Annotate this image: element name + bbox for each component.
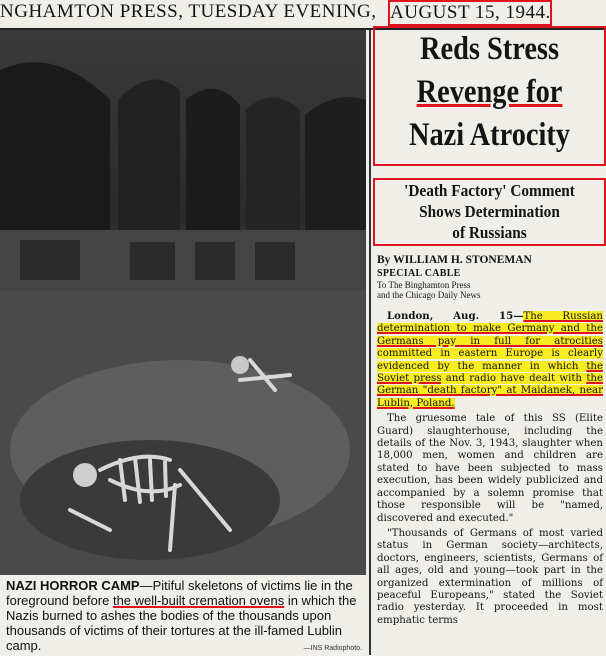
byline-source-1: To The Binghamton Press (377, 280, 471, 290)
byline-author: By WILLIAM H. STONEMAN (377, 254, 532, 266)
photo-caption (6, 578, 362, 654)
headline (373, 26, 606, 166)
caption-kicker: NAZI HORROR CAMP (6, 578, 140, 593)
photo-illustration (0, 30, 366, 575)
article-highlight-2: the Soviet press (377, 360, 603, 385)
subhead-line-3: of Russians (452, 223, 527, 242)
article-highlight-3: the German "death factory" at Maidanek, near Lublin, Poland. (377, 373, 603, 409)
byline (377, 254, 603, 300)
headline-line-2: Revenge for (416, 74, 563, 110)
article-text-2: and radio have dealt with (441, 373, 587, 385)
article-highlight-1: The Russian determination to make Germany and the Germans pay in full for atrocities (377, 311, 603, 347)
article-paragraph-2: The gruesome tale of this SS (Elite Guard) slaughterhouse, including the details of the Nov. 3, 1943, slaughter when 18,000 men, women and children are stated to have been subjected to mass execution, has been widely publicized and accompanied by a solemn promise that those responsible will be "named, discovered and executed." (377, 413, 603, 524)
subhead-line-1: 'Death Factory' Comment (404, 181, 575, 200)
byline-source-2: and the Chicago Daily News (377, 290, 481, 300)
article-dateline: London, Aug. 15— (387, 310, 524, 322)
caption-credit: —INS Radiophoto. (303, 645, 362, 652)
article-paragraph-1 (377, 310, 603, 410)
headline-line-1: Reds Stress (419, 31, 560, 67)
article-body (377, 310, 603, 630)
subhead-line-2: Shows Determination (419, 202, 560, 221)
cremation-ovens-photo (0, 30, 366, 575)
caption-text-1: —Pitiful skeletons of victims lie in the foreground before (6, 578, 353, 608)
masthead-date: AUGUST 15, 1944. (388, 0, 552, 26)
byline-service: SPECIAL CABLE (377, 268, 461, 279)
caption-text-2: in which the Nazis burned to ashes the bodies of the thousands upon thousands of victims of their tortures at the ill-famed Lublin camp. (6, 593, 357, 653)
article-text-1: committed in eastern Europe is clearly evidenced by the manner in which (377, 348, 603, 372)
masthead-paper-name: NGHAMTON PRESS, TUESDAY EVENING, (0, 1, 377, 22)
article-paragraph-3: "Thousands of Germans of most varied status in German society—architects, doctors, engineers, scientists, Germans of all ages, old and young—took part in the organized extermination of millions of peaceful Europeans," stated the Soviet radio yesterday. It proceeded in most emphatic terms (377, 527, 603, 626)
headline-line-3: Nazi Atrocity (408, 117, 571, 153)
column-divider (369, 30, 371, 655)
caption-highlight: the well-built cremation ovens (112, 593, 285, 608)
subheadline (373, 178, 606, 246)
